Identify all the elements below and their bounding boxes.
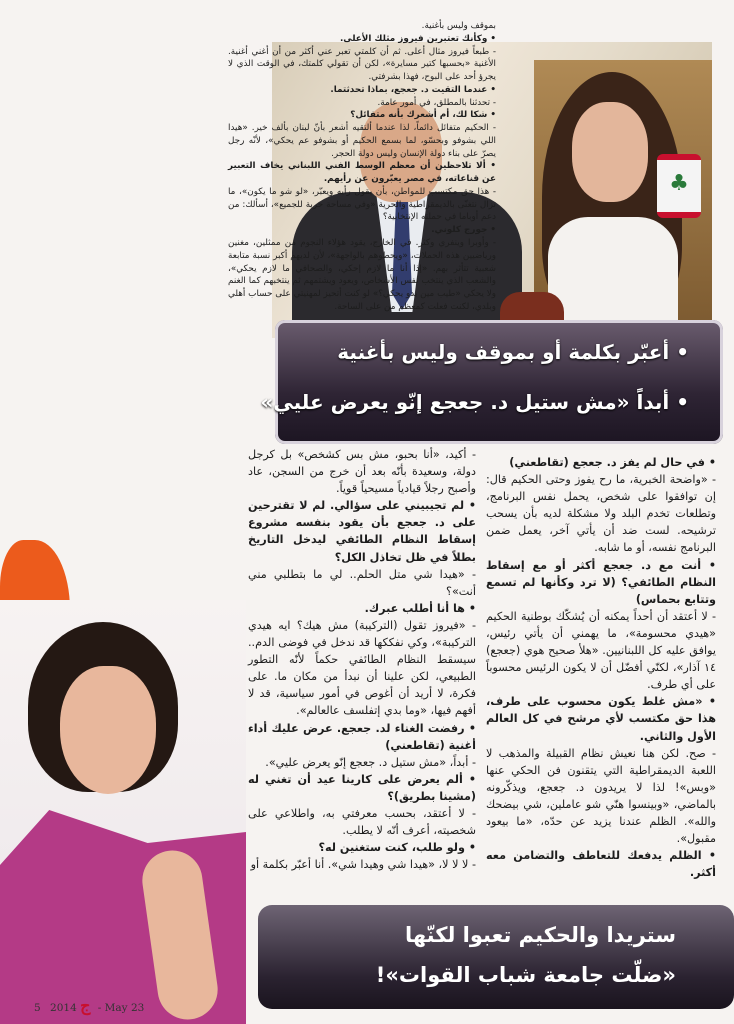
pull-quote-banner-bottom [258, 905, 734, 1009]
question-paragraph: • أنت مع د. جعجع أكثر أو مع إسقاط النظام الطائفي؟ (لا ترد وكأنها لم تسمع وتتابع بحماس) [486, 558, 716, 606]
answer-paragraph: - هذا حق مكتسب للمواطن، بأن يقول رأيه ويعبّر، «لو شو ما يكون»، ما نزال نتغنّى بالديمقراطية والحرية «وفي مساحة حرية للجميع»، أسألك: من دعم أوباما في حملته الإنتخابية؟ [228, 186, 496, 223]
banner-bottom-line-1: ستريدا والحكيم تعبوا لكنّها [404, 923, 676, 947]
question-paragraph: • ألم يعرض على كارينا عيد أن تغني له (مشينا بطريق)؟ [248, 772, 476, 803]
question-paragraph: • ولو طلب، كنت ستغنين له؟ [318, 841, 476, 855]
question-paragraph: • لم تجيبيني على سؤالي. لم لا تقترحين على د. جعجع بأن يقود بنفسه مشروع إسقاط النظام الطائفي ليدخل التاريخ بطلاً في ظل تخاذل الكل؟ [248, 499, 476, 564]
answer-paragraph: - «فيروز تقول (التركيبة) مش هيك؟ ايه هيدي التركيبة»، وكي نفككها قد ندخل في فوضى الدم.. سيسقط النظام الطائفي حكماً لأنّه التطور الطبيعي، لكن علينا أن نبدأ من مكان ما. على فكرة، لا أريد أن أغوص في أمور سياسية، قد لا أفهم فيها، «وما بدي إتفلسف عالعالم». [248, 618, 476, 718]
question-paragraph: • عندما التقيت د. جعجع، بماذا تحدثتما. [330, 84, 496, 95]
answer-paragraph: - لا لا لا، «هيدا شي وهيدا شي». أنا أعبّر بكلمة أو [250, 858, 476, 872]
banner-bottom-line-2: «ضلّت جامعة شباب القوات»! [375, 963, 676, 987]
magazine-logo: ج [80, 996, 91, 1015]
answer-paragraph: - صح. لكن هنا نعيش نظام القبيلة والمذهب لا اللعبة الديمقراطية التي يتقنون فن الحكي عنها «وبس»! لذا لا يريدون د. جعجع، ويذكّرونه بالماضي، «وبينسوا هنّي شو عاملين، شي بيضحك والله». الظلم عندنا يزيد عن حدّه، «ما بيعود مقبول». [486, 746, 716, 846]
portrait-photo [0, 600, 246, 1024]
pull-quote-banner-top [260, 320, 723, 444]
answer-paragraph: - لا أعتقد، بحسب معرفتي به، واطلاعي على شخصيته، أعرف أنّه لا يطلب. [248, 806, 476, 838]
article-column-right [486, 454, 716, 881]
question-paragraph: • ألا تلاحظين أن معظم الوسط الفني اللبناني يخاف التعبير عن قناعاته، في مصر يعبّرون عن رأيهم. [228, 161, 496, 185]
answer-paragraph: - وأوبرا وينفري وكثر. في الخارج، يقود هؤلاء النجوم من ممثلين، مغنين ورياضيين هذه الحملات، «ويحطوهم بالواجهة»، لأن لديهم أكبر نسبة متابعة شعبية تتأثر بهم. «إذا أنا ما لازم إحكي، والصحافي ما لازم يحكي»، والشعب الذي ينتخب نفس الأشخاص، ويعود ويشتمهم ثم ينتخبهم كما الغنم ولا يحكي «طيب مين بدو يحكي؟» لو كنت أتحيز لمهنيتي على حساب أهلي وبلدي، لكنت فعلت كمعظم من على الساحة. [228, 238, 496, 312]
question-paragraph: • جورج كلوني. [431, 225, 496, 236]
issue-date: 2014 - May 23 [50, 1002, 145, 1014]
answer-paragraph: - «هيدا شي متل الحلم.. لي ما بتطلبي مني أنت»؟ [248, 567, 476, 598]
page-number: 5 [34, 1002, 41, 1014]
answer-paragraph: - لا أعتقد أن أحداً يمكنه أن يُشكّك بوطنية الحكيم «هيدي محسومة»، ما يهمني أن يأتي رئيس، يوافق عليه كل اللبنانيين. «هلأ صحيح هوي (جعجع) ١٤ آذار»، لكنّي أفضّل أن لا يكون الرئيس محسوباً على أي طرف. [486, 609, 716, 692]
question-paragraph: • وكأنك تعتبرين فيروز مثلك الأعلى. [339, 33, 496, 44]
article-column-middle [248, 446, 476, 873]
article-column-left [228, 20, 496, 314]
question-paragraph: • الظلم يدفعك للتعاطف والتضامن معه أكثر. [486, 849, 716, 880]
cedar-emblem-icon: ♣ [657, 154, 701, 218]
question-paragraph: • في حال لم يفز د. جعجع (تقاطعني) [509, 456, 716, 469]
answer-paragraph: - تحدثنا بالمطلق، في أمور عامة. [377, 97, 496, 108]
banner-top-line-2: • أبداً «مش ستيل د. جعجع إنّو يعرض عليي» [260, 390, 689, 414]
answer-paragraph: - أكيد، «أنا بحبو، مش بس كشخص» بل كرجل دولة، وسعيدة بأنّه بعد أن خرج من السجن، عاد وأصبح رجلاً قيادياً مسيحياً قوياً. [248, 448, 476, 496]
answer-paragraph: - طبعاً فيروز مثال أعلى. ثم أن كلمتي تعبر عني أكثر من أن أغني أغنية. الأغنية «بحسبها كتير مسايرة»، لكن أن تقولي كلمتك، في الوقت الذي لا يجرؤ أحد على البوح، فهذا بشرفتي. [228, 46, 496, 83]
answer-paragraph: - «واضحة الخبرية، ما رح يفوز وحتى الحكيم قال: إن توافقوا على شخص، يحمل نفس البرنامج، وتطلعات تخدم البلد ولا مشكلة لديه بأن يسحب ترشيحه. لست ضد أن يأتي آخر، يعمل ضمن البرنامج نفسه، أو ما شابه. [486, 473, 716, 555]
page-footer [34, 996, 144, 1015]
question-paragraph: • «مش غلط يكون محسوب على طرف، هذا حق مكتسب لأي مرشح في كل العالم الأول والثاني. [486, 695, 716, 743]
question-paragraph: • رفضت الغناء لد. جعجع. عرض عليك أداء أغنية (تقاطعني) [248, 721, 476, 752]
answer-paragraph: - أبداً، «مش ستيل د. جعجع إنّو يعرض عليي». [265, 755, 476, 769]
answer-paragraph: بموقف وليس بأغنية. [421, 21, 496, 31]
question-paragraph: • شكا لك، أم أشعرك بأنه متفائل؟ [350, 110, 496, 121]
woman-face [572, 102, 648, 202]
banner-top-line-1: • أعبّر بكلمة أو بموقف وليس بأغنية [337, 340, 689, 364]
question-paragraph: • ها أنا أطلب عبرك. [364, 601, 476, 615]
answer-paragraph: - الحكيم متفائل دائماً، لذا عندما ألتقيه أشعر بأنّ لبنان بألف خير. «هيدا اللي بشوفو وبحسّو، لما بسمع الحكيم أو بشوفو عم يحكي»، لأنّه رجل يصرّ على بناء دولة الإنسان وليس دولة الحجر. [228, 123, 496, 159]
face [60, 666, 156, 794]
